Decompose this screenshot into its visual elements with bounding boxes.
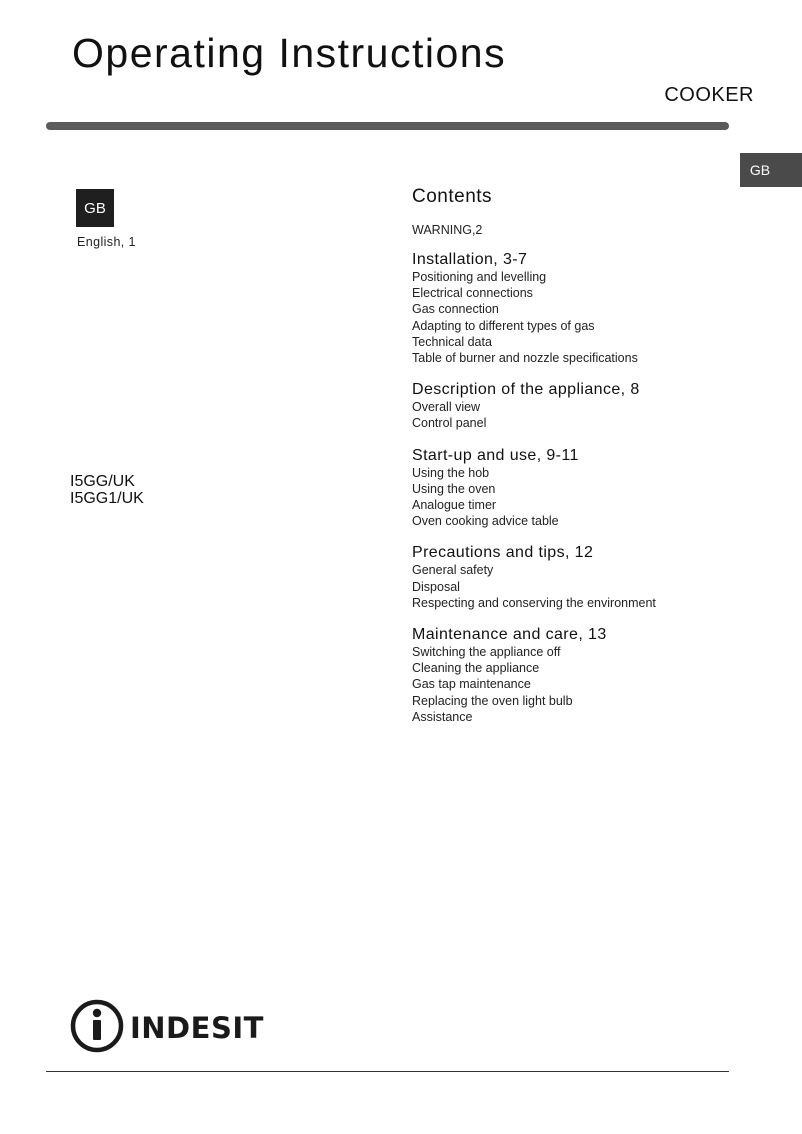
section-title: Description of the appliance, 8 xyxy=(412,381,640,399)
model-number: I5GG/UK xyxy=(70,473,135,490)
table-of-contents xyxy=(412,186,742,740)
contents-section-startup xyxy=(412,447,742,530)
footer-divider xyxy=(46,1071,729,1072)
model-list xyxy=(70,473,144,507)
brand-name: INDESIT xyxy=(130,1011,264,1045)
contents-section-maintenance xyxy=(412,626,742,725)
list-item: Electrical connections xyxy=(412,286,533,301)
list-item: Positioning and levelling xyxy=(412,270,547,284)
section-title: Installation, 3-7 xyxy=(412,251,528,268)
section-items xyxy=(412,399,742,431)
language-badge-label: GB xyxy=(84,199,106,217)
language-page-reference: English, 1 xyxy=(77,235,136,249)
list-item: Overall view xyxy=(412,400,481,415)
product-type: COOKER xyxy=(664,84,754,106)
contents-section-precautions xyxy=(412,544,742,611)
language-side-tab-label: GB xyxy=(749,162,771,178)
contents-section-description xyxy=(412,381,742,431)
language-badge xyxy=(76,189,114,227)
list-item: Gas connection xyxy=(412,302,499,317)
list-item: Control panel xyxy=(412,416,487,431)
list-item: Analogue timer xyxy=(412,498,497,513)
list-item: Gas tap maintenance xyxy=(412,677,531,692)
list-item: General safety xyxy=(412,563,494,578)
list-item: Respecting and conserving the environment xyxy=(412,595,656,610)
header-divider xyxy=(46,122,729,130)
indesit-logo-icon xyxy=(70,999,270,1055)
list-item: Replacing the oven light bulb xyxy=(412,693,573,708)
list-item: Adapting to different types of gas xyxy=(412,318,595,333)
section-title: Start-up and use, 9-11 xyxy=(412,446,579,464)
list-item: Technical data xyxy=(412,334,492,349)
list-item: Table of burner and nozzle specifications xyxy=(412,351,638,366)
contents-warning-entry: WARNING,2 xyxy=(412,223,483,237)
list-item: Oven cooking advice table xyxy=(412,514,559,529)
contents-section-installation xyxy=(412,251,742,366)
section-title: Precautions and tips, 12 xyxy=(412,544,594,562)
contents-title: Contents xyxy=(412,186,493,207)
list-item: Switching the appliance off xyxy=(412,645,561,660)
language-side-tab xyxy=(740,153,802,187)
section-title: Maintenance and care, 13 xyxy=(412,626,607,644)
section-items xyxy=(412,562,742,611)
section-items xyxy=(412,465,742,530)
list-item: Using the hob xyxy=(412,465,490,480)
section-items xyxy=(412,269,742,366)
list-item: Using the oven xyxy=(412,481,496,496)
list-item: Disposal xyxy=(412,579,460,594)
model-number: I5GG1/UK xyxy=(70,490,144,507)
page-title: Operating Instructions xyxy=(72,30,507,76)
section-items xyxy=(412,644,742,725)
list-item: Cleaning the appliance xyxy=(412,661,540,676)
brand-logo xyxy=(70,999,270,1055)
list-item: Assistance xyxy=(412,709,473,724)
